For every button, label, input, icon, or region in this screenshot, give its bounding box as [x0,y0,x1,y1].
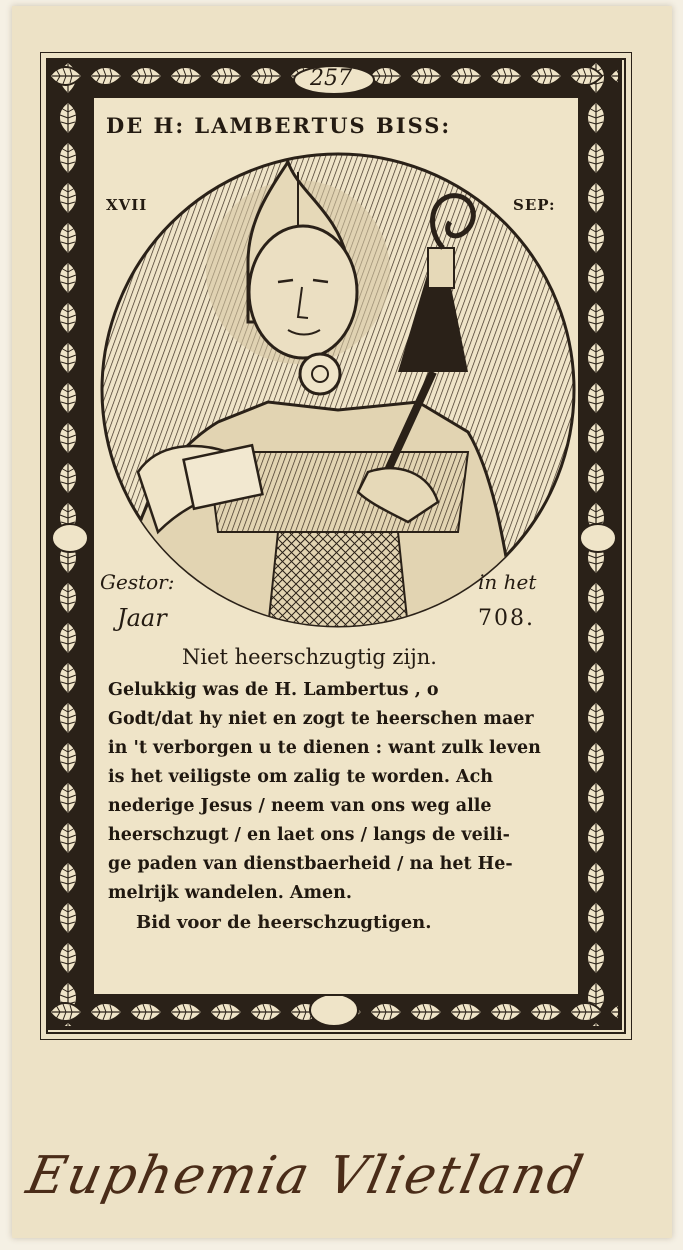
year-value: 708. [478,606,535,631]
saint-name-header: DE H: LAMBERTUS BISS: [106,113,452,138]
body-line: ge paden van dienstbaerheid / na het He- [108,854,513,874]
body-line: Godt/dat hy niet en zogt te heerschen maer [108,709,534,729]
body-line: nederige Jesus / neem van ons weg alle [108,796,492,816]
feast-day: XVII [106,196,148,214]
prayer-intention: Bid voor de heerschzugtigen. [136,912,432,933]
feast-month: SEP: [513,196,556,214]
reflection-body [108,676,566,908]
died-label-right: in het [478,570,537,594]
died-label: Gestor: [100,570,175,594]
page-number: 257 [310,66,352,91]
body-line: in 't verborgen u te dienen : want zulk leven [108,738,541,758]
body-line: melrijk wandelen. Amen. [108,883,352,903]
handwritten-signature: Euphemia Vlietland [21,1146,590,1206]
body-line: is het veiligste om zalig te worden. Ach [108,767,493,787]
saint-lambertus-portrait [98,152,578,628]
body-line: heerschzugt / en laet ons / langs de veili- [108,825,510,845]
year-label: Jaar [117,604,167,632]
reflection-title: Niet heerschzugtig zijn. [182,645,437,669]
body-line: Gelukkig was de H. Lambertus , o [108,680,439,700]
